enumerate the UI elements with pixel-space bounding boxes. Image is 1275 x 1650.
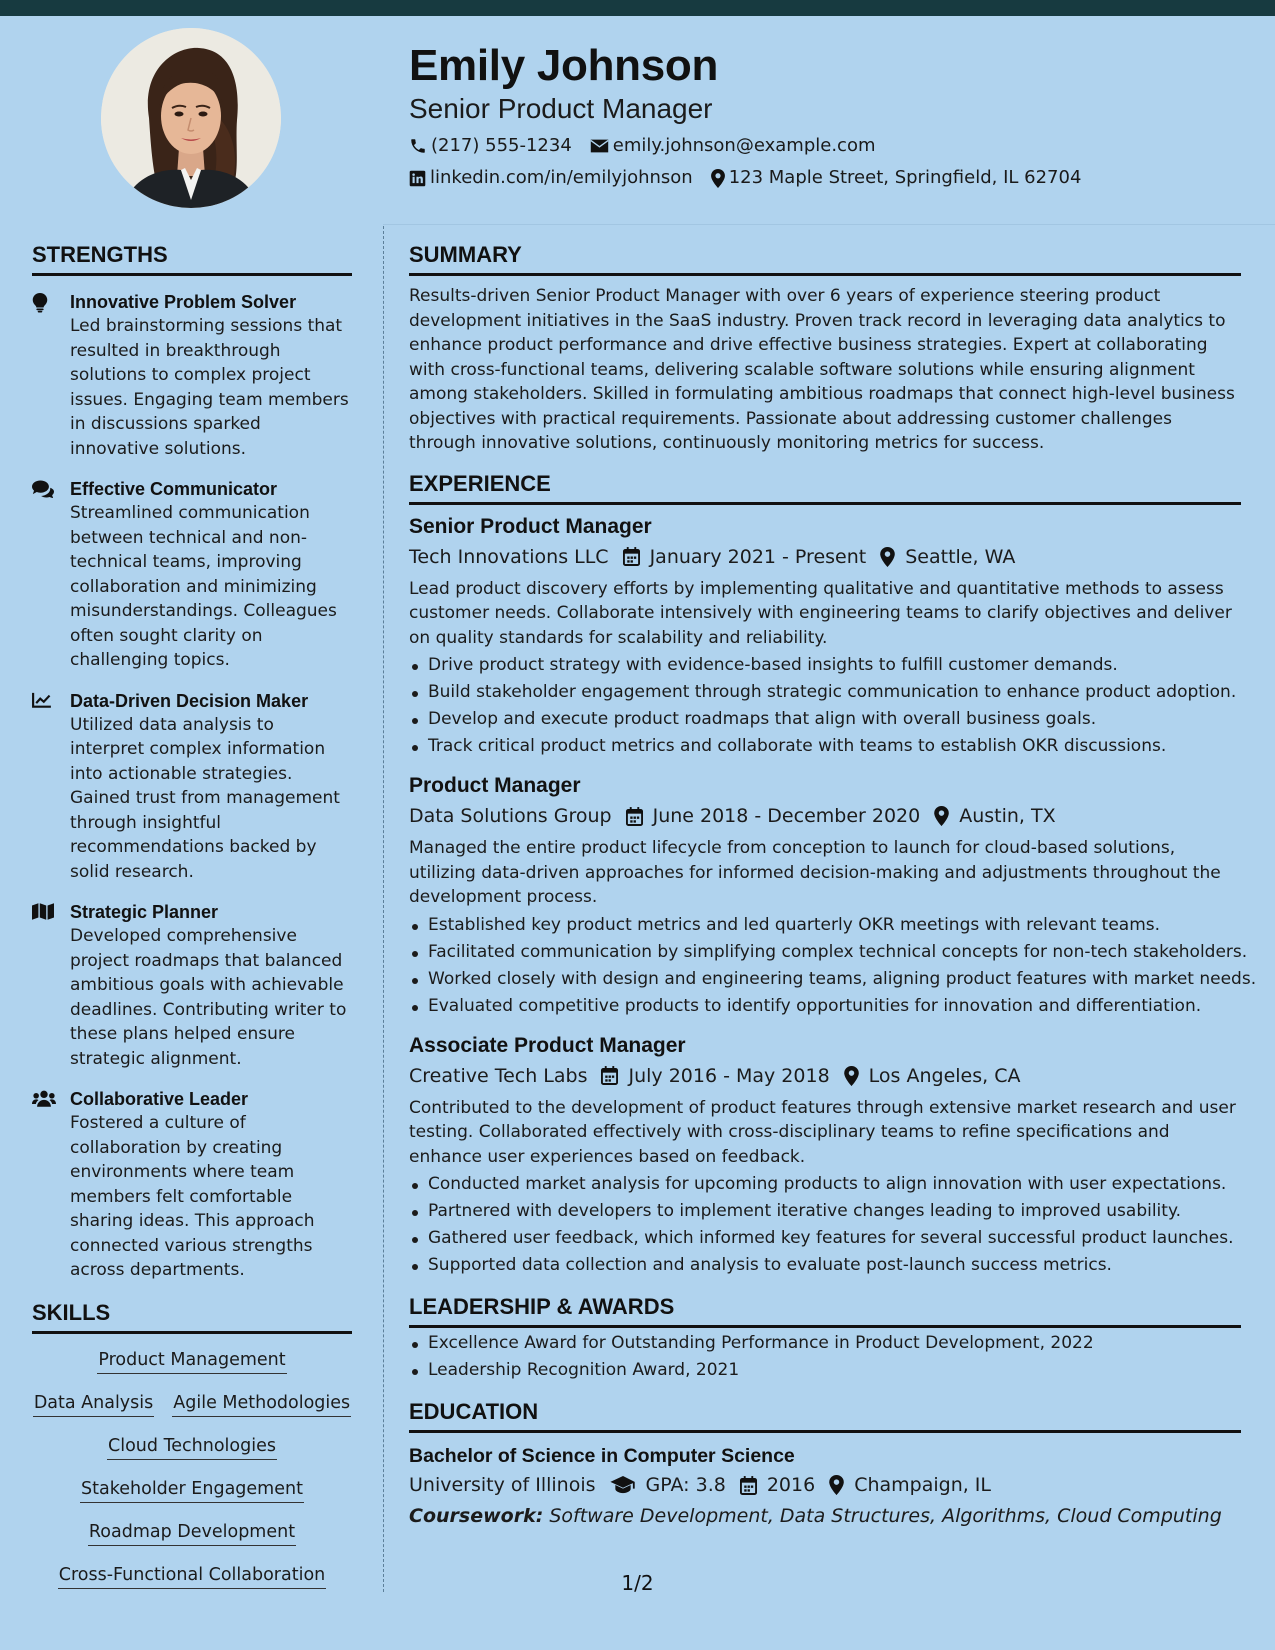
map-pin-icon [711, 169, 725, 188]
job-bullet: Evaluated competitive products to identify opportunities for innovation and differentiation. [409, 993, 1241, 1020]
strength-title: Strategic Planner [70, 902, 219, 922]
skills-heading: SKILLS [32, 1299, 352, 1334]
job-location: Seattle, WA [905, 545, 1016, 568]
strength-description: Developed comprehensive project roadmaps that balanced ambitious goals with achievable deadlines. Contributing writer to these plans helped ensure strategic alignment. [70, 926, 347, 1069]
strength-description: Fostered a culture of collaboration by creating environments where team members felt comfortable sharing ideas. This approach connected various strengths across departments. [70, 1113, 315, 1280]
awards-list [409, 1330, 1241, 1384]
lightbulb-icon [32, 293, 48, 313]
job-location: Los Angeles, CA [868, 1064, 1021, 1087]
strength-item [32, 1087, 352, 1283]
job-title: Senior Product Manager [409, 514, 652, 538]
job-description: Contributed to the development of product features through extensive market research and user testing. Collaborated effectively with cross-disciplinary teams to refine specifications and enhance user experiences based on feedback. [409, 1097, 1236, 1167]
address-text: 123 Maple Street, Springfield, IL 62704 [728, 167, 1082, 188]
job-company: Data Solutions Group [409, 805, 612, 827]
job-bullet: Gathered user feedback, which informed key features for several successful product launches. [409, 1225, 1241, 1252]
education-meta [409, 1471, 1241, 1499]
email-text: emily.johnson@example.com [612, 135, 876, 156]
linkedin-icon [409, 170, 426, 187]
job-dates: July 2016 - May 2018 [628, 1064, 830, 1087]
job-meta [409, 1062, 1241, 1090]
education-heading: EDUCATION [409, 1398, 1241, 1433]
skill-tag: Agile Methodologies [172, 1391, 351, 1417]
strengths-heading: STRENGTHS [32, 241, 352, 276]
chart-line-icon [32, 692, 52, 708]
calendar-icon [601, 1066, 618, 1085]
job-bullet: Supported data collection and analysis to evaluate post-launch success metrics. [409, 1252, 1241, 1279]
resume-header [409, 40, 1249, 190]
job-bullet: Develop and execute product roadmaps that align with overall business goals. [409, 706, 1241, 733]
calendar-icon [623, 547, 640, 566]
experience-heading: EXPERIENCE [409, 470, 1241, 505]
job-bullet: Track critical product metrics and collaborate with teams to establish OKR discussions. [409, 733, 1241, 760]
contact-line-2 [409, 166, 1249, 190]
education-gpa: GPA: 3.8 [645, 1474, 726, 1496]
job-entry [409, 513, 1241, 761]
candidate-title: Senior Product Manager [409, 93, 713, 124]
strength-title: Data-Driven Decision Maker [70, 690, 309, 711]
job-dates: June 2018 - December 2020 [652, 805, 921, 827]
strength-item [32, 290, 352, 461]
skill-tag: Data Analysis [33, 1391, 154, 1417]
linkedin-contact[interactable] [409, 166, 693, 190]
map-pin-icon [844, 1066, 859, 1086]
job-bullet: Partnered with developers to implement iterative changes leading to improved usability. [409, 1198, 1241, 1225]
job-description: Lead product discovery efforts by implementing qualitative and quantitative methods to assess customer needs. Collaborate intensively with engineering teams to clarify objectives and deliver on quality standards for scalability and reliability. [409, 578, 1232, 648]
job-bullet: Conducted market analysis for upcoming products to align innovation with user expectations. [409, 1171, 1241, 1198]
users-icon [32, 1090, 56, 1107]
comments-icon [32, 480, 54, 498]
summary-text: Results-driven Senior Product Manager with over 6 years of experience steering product development initiatives in the SaaS industry. Proven track record in leveraging data analytics to enhance product performance and drive effective business strategies. Expert at collaborating with cross-functional teams, delivering scalable software solutions while ensuring alignment among stakeholders. Skilled in formulating ambitious roadmaps that connect high-level business objectives with practical requirements. Passionate about addressing customer challenges through innovative solutions, continuously monitoring metrics for success. [409, 286, 1235, 453]
graduation-cap-icon [610, 1476, 636, 1494]
top-accent-bar [0, 0, 1275, 16]
strength-title: Effective Communicator [70, 479, 278, 499]
leadership-heading: LEADERSHIP & AWARDS [409, 1293, 1241, 1328]
job-bullets [409, 1171, 1241, 1279]
page-number: 1/2 [621, 1571, 654, 1595]
candidate-name: Emily Johnson [409, 41, 719, 90]
skill-tag: Product Management [97, 1348, 286, 1374]
address-contact [711, 166, 1082, 190]
job-bullet: Build stakeholder engagement through strategic communication to enhance product adoption. [409, 679, 1241, 706]
education-degree: Bachelor of Science in Computer Science [409, 1445, 795, 1467]
skill-tag: Roadmap Development [88, 1520, 296, 1546]
right-column [409, 241, 1257, 1545]
job-meta [409, 543, 1241, 571]
skill-tag: Cloud Technologies [107, 1434, 277, 1460]
education-year: 2016 [766, 1474, 816, 1496]
education-location: Champaign, IL [854, 1474, 992, 1496]
job-entry [409, 772, 1257, 1020]
map-icon [32, 903, 54, 920]
calendar-icon [740, 1476, 757, 1495]
strength-description: Led brainstorming sessions that resulted in breakthrough solutions to complex project issues. Engaging team members in discussions sparked innovative solutions. [70, 316, 349, 459]
strength-item [32, 900, 352, 1071]
summary-section [409, 241, 1241, 456]
education-school: University of Illinois [409, 1474, 596, 1496]
award-item: Excellence Award for Outstanding Performance in Product Development, 2022 [409, 1330, 1241, 1357]
calendar-icon [626, 807, 643, 826]
job-company: Creative Tech Labs [409, 1064, 588, 1087]
header-divider [383, 224, 1275, 225]
skill-tag: Stakeholder Engagement [80, 1477, 304, 1503]
job-dates: January 2021 - Present [649, 545, 867, 568]
job-entry [409, 1032, 1241, 1280]
phone-contact[interactable] [409, 134, 572, 158]
column-divider [383, 226, 384, 1592]
email-contact[interactable] [590, 134, 876, 158]
phone-icon [409, 137, 427, 155]
leadership-section [409, 1293, 1241, 1384]
job-description: Managed the entire product lifecycle from conception to launch for cloud-based solutions, utilizing data-driven approaches for informed decision-making and adjustments throughout the development process. [409, 838, 1221, 907]
job-title: Product Manager [409, 774, 581, 797]
job-company: Tech Innovations LLC [409, 545, 609, 568]
strength-description: Utilized data analysis to interpret complex information into actionable strategies. Gained trust from management through insightful recommendations backed by solid research. [70, 714, 340, 882]
job-bullet: Facilitated communication by simplifying complex technical concepts for non-tech stakeholders. [409, 939, 1241, 966]
job-bullets [409, 912, 1257, 1020]
envelope-icon [590, 138, 609, 154]
strengths-list [32, 290, 352, 1283]
summary-heading: SUMMARY [409, 241, 1241, 276]
job-bullet: Established key product metrics and led quarterly OKR meetings with relevant teams. [409, 912, 1241, 939]
skill-tag: Cross-Functional Collaboration [58, 1563, 327, 1589]
job-location: Austin, TX [959, 805, 1056, 827]
linkedin-text: linkedin.com/in/emilyjohnson [430, 167, 693, 188]
strength-description: Streamlined communication between technical and non-technical teams, improving collaboration and minimizing misunderstandings. Colleagues often sought clarity on challenging topics. [70, 503, 337, 670]
coursework-label: Coursework: [409, 1505, 544, 1527]
job-bullets [409, 652, 1241, 760]
map-pin-icon [880, 547, 895, 567]
contact-line-1 [409, 134, 1249, 158]
job-title: Associate Product Manager [409, 1033, 686, 1057]
strength-title: Innovative Problem Solver [70, 292, 297, 312]
map-pin-icon [829, 1475, 844, 1495]
phone-text: (217) 555-1234 [431, 135, 572, 156]
coursework-list: Software Development, Data Structures, Algorithms, Cloud Computing [549, 1505, 1222, 1527]
job-meta [409, 802, 1241, 830]
job-bullet: Worked closely with design and engineering teams, aligning product features with market needs. [409, 966, 1241, 993]
strength-item [32, 477, 352, 673]
experience-section [409, 470, 1257, 1280]
award-item: Leadership Recognition Award, 2021 [409, 1357, 1241, 1384]
job-bullet: Drive product strategy with evidence-based insights to fulfill customer demands. [409, 652, 1241, 679]
coursework [409, 1501, 1241, 1531]
left-column [32, 241, 352, 1606]
profile-photo [101, 28, 281, 208]
skills-list [32, 1348, 352, 1589]
map-pin-icon [934, 806, 949, 826]
strength-item [32, 689, 352, 885]
education-section [409, 1398, 1241, 1531]
strength-title: Collaborative Leader [70, 1089, 249, 1109]
